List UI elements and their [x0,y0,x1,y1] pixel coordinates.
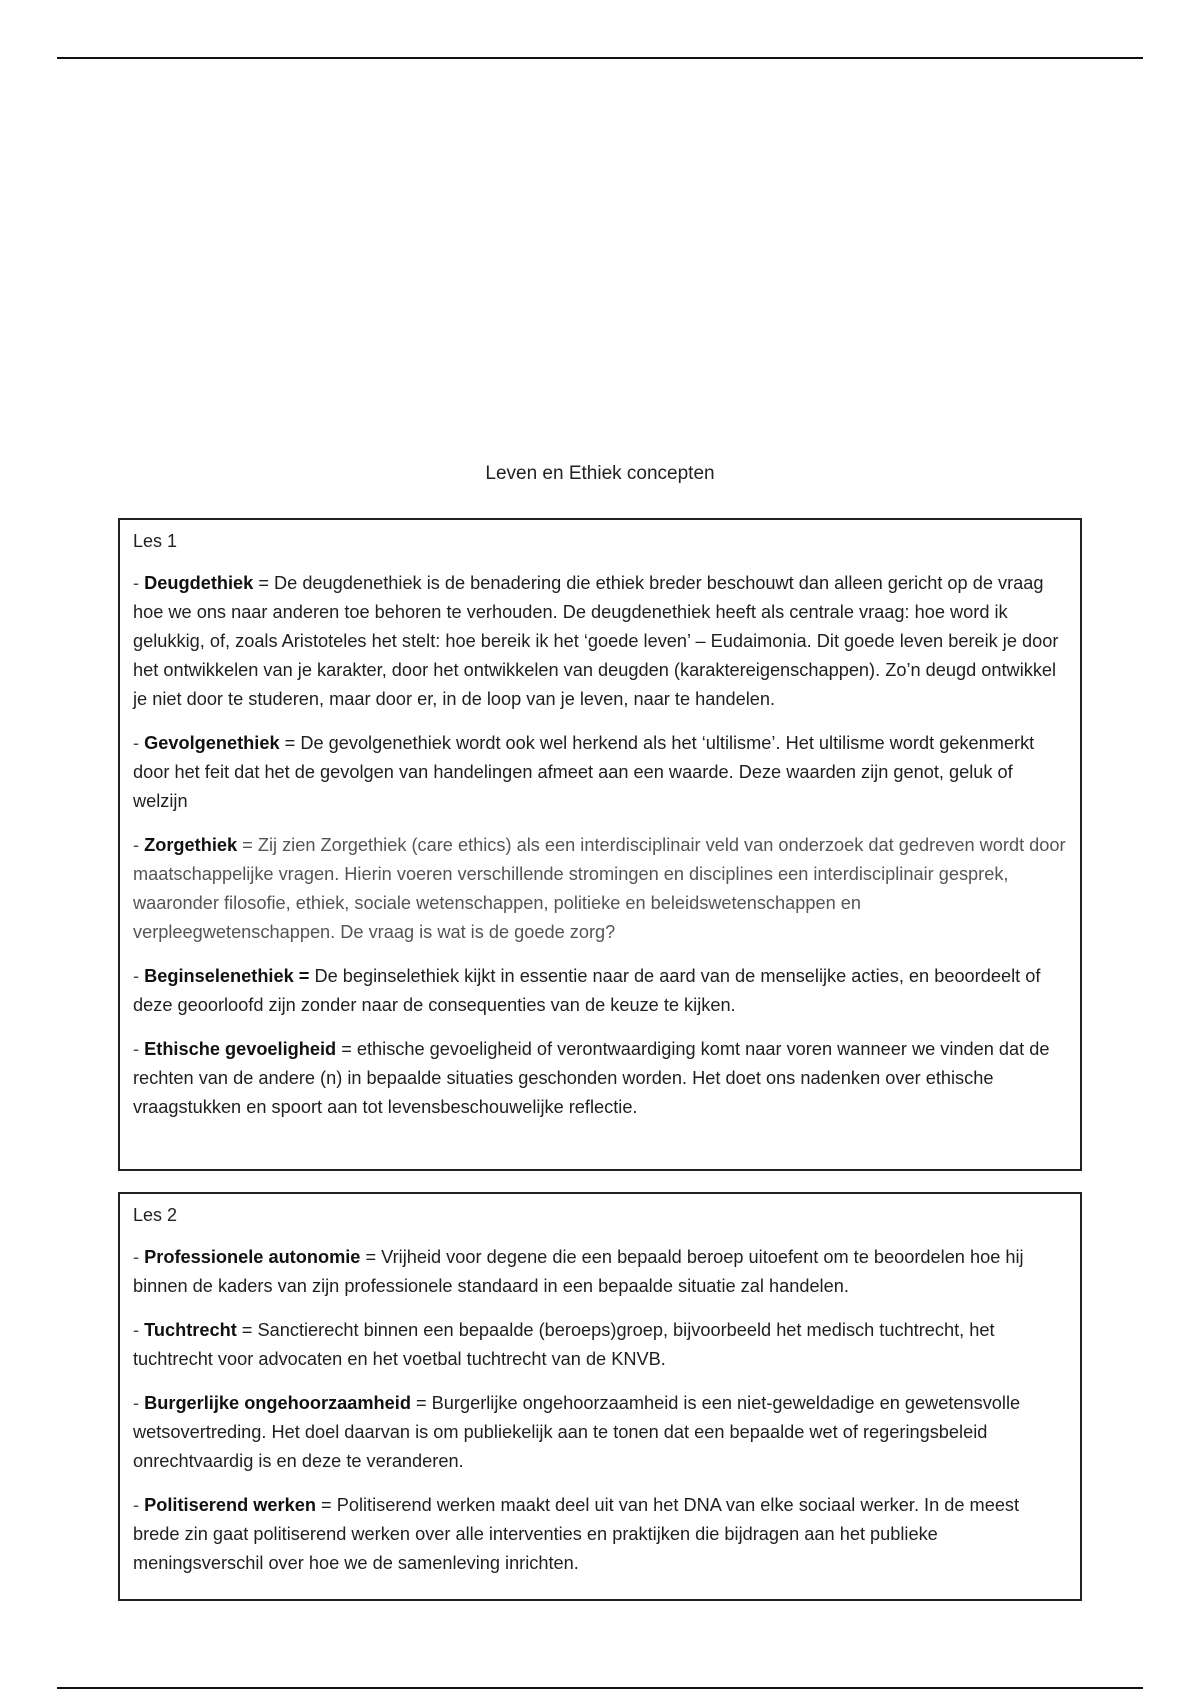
term: Beginselenethiek = [144,966,310,986]
definition-burgerlijke-ongehoorzaamheid: - Burgerlijke ongehoorzaamheid = Burgerlijke ongehoorzaamheid is een niet-geweldadige en gewetensvolle wetsovertreding. Het doel daarvan is om publiekelijk aan te tonen dat een bepaalde wet of regeringsbeleid onrechtvaardig is en deze te veranderen. [133,1393,1021,1471]
definition-ethische-gevoeligheid: - Ethische gevoeligheid = ethische gevoeligheid of verontwaardiging komt naar voren wanneer we vinden dat de rechten van de andere (n) in bepaalde situaties geschonden worden. Het doet ons nadenken over ethische vraagstukken en spoort aan tot levensbeschouwelijke reflectie. [133,1039,1050,1117]
definition-text: De gevolgenethiek wordt ook wel herkend als het ‘ultilisme’. Het ultilisme wordt gekenmerkt door het feit dat het de gevolgen van handelingen afmeet aan een waarde. Deze waarden zijn genot, geluk of welzijn [133,733,1035,811]
definition-text: Vrijheid voor degene die een bepaald beroep uitoefent om te beoordelen hoe hij binnen de kaders van zijn professionele standaard in een bepaalde situatie zal handelen. [133,1247,1024,1296]
top-rule [57,57,1143,59]
term: Gevolgenethiek [144,733,280,753]
section-les-2 [118,1192,1082,1601]
section-les-1 [118,518,1082,1171]
definition-text: Zij zien Zorgethiek (care ethics) als een interdisciplinair veld van onderzoek dat gedreven wordt door maatschappelijke vragen. Hierin voeren verschillende stromingen en disciplines een interdisciplinair gesprek, waaronder filosofie, ethiek, sociale wetenschappen, politieke en beleidswetenschappen en verpleegwetenschappen. De vraag is wat is de goede zorg? [133,835,1066,942]
definition-politiserend-werken: - Politiserend werken = Politiserend werken maakt deel uit van het DNA van elke sociaal werker. In de meest brede zin gaat politiserend werken over alle interventies en praktijken die bijdragen aan het publieke meningsverschil over hoe we de samenleving inrichten. [133,1495,1020,1573]
definition-text: ethische gevoeligheid of verontwaardiging komt naar voren wanneer we vinden dat de rechten van de andere (n) in bepaalde situaties geschonden worden. Het doet ons nadenken over ethische vraagstukken en spoort aan tot levensbeschouwelijke reflectie. [133,1039,1050,1117]
bottom-rule [57,1687,1143,1689]
definition-text: De beginselethiek kijkt in essentie naar de aard van de menselijke acties, en beoordeelt of deze geoorloofd zijn zonder naar de consequenties van de keuze te kijken. [133,966,1041,1015]
definition-text: Sanctierecht binnen een bepaalde (beroeps)groep, bijvoorbeeld het medisch tuchtrecht, het tuchtrecht voor advocaten en het voetbal tuchtrecht van de KNVB. [133,1320,995,1369]
definition-text: Burgerlijke ongehoorzaamheid is een niet-geweldadige en gewetensvolle wetsovertreding. Het doel daarvan is om publiekelijk aan te tonen dat een bepaalde wet of regeringsbeleid onrechtvaardig is en deze te veranderen. [133,1393,1021,1471]
term: Burgerlijke ongehoorzaamheid [144,1393,411,1413]
term: Deugdethiek [144,573,254,593]
definition-tuchtrecht: - Tuchtrecht = Sanctierecht binnen een bepaalde (beroeps)groep, bijvoorbeeld het medisch tuchtrecht, het tuchtrecht voor advocaten en het voetbal tuchtrecht van de KNVB. [133,1320,995,1369]
section-heading: Les 2 [133,1205,178,1225]
definition-beginselenethiek: - Beginselenethiek = De beginselethiek kijkt in essentie naar de aard van de menselijke acties, en beoordeelt of deze geoorloofd zijn zonder naar de consequenties van de keuze te kijken. [133,966,1041,1015]
term: Zorgethiek [144,835,238,855]
term: Politiserend werken [144,1495,316,1515]
definition-text: Politiserend werken maakt deel uit van het DNA van elke sociaal werker. In de meest brede zin gaat politiserend werken over alle interventies en praktijken die bijdragen aan het publieke meningsverschil over hoe we de samenleving inrichten. [133,1495,1020,1573]
definition-zorgethiek: - Zorgethiek = Zij zien Zorgethiek (care ethics) als een interdisciplinair veld van onderzoek dat gedreven wordt door maatschappelijke vragen. Hierin voeren verschillende stromingen en disciplines een interdisciplinair gesprek, waaronder filosofie, ethiek, sociale wetenschappen, politieke en beleidswetenschappen en verpleegwetenschappen. De vraag is wat is de goede zorg? [133,835,1066,942]
term: Tuchtrecht [144,1320,237,1340]
definition-deugdethiek: - Deugdethiek = De deugdenethiek is de benadering die ethiek breder beschouwt dan alleen gericht op de vraag hoe we ons naar anderen toe behoren te verhouden. De deugdenethiek heeft als centrale vraag: hoe word ik gelukkig, of, zoals Aristoteles het stelt: hoe bereik ik het ‘goede leven’ – Eudaimonia. Dit goede leven bereik je door het ontwikkelen van je karakter, door het ontwikkelen van deugden (karaktereigenschappen). Zo’n deugd ontwikkel je niet door te studeren, maar door er, in de loop van je leven, naar te handelen. [133,573,1059,709]
definition-gevolgenethiek: - Gevolgenethiek = De gevolgenethiek wordt ook wel herkend als het ‘ultilisme’. Het ultilisme wordt gekenmerkt door het feit dat het de gevolgen van handelingen afmeet aan een waarde. Deze waarden zijn genot, geluk of welzijn [133,733,1035,811]
definition-text: De deugdenethiek is de benadering die ethiek breder beschouwt dan alleen gericht op de vraag hoe we ons naar anderen toe behoren te verhouden. De deugdenethiek heeft als centrale vraag: hoe word ik gelukkig, of, zoals Aristoteles het stelt: hoe bereik ik het ‘goede leven’ – Eudaimonia. Dit goede leven bereik je door het ontwikkelen van je karakter, door het ontwikkelen van deugden (karaktereigenschappen). Zo’n deugd ontwikkel je niet door te studeren, maar door er, in de loop van je leven, naar te handelen. [133,573,1059,709]
term: Professionele autonomie [144,1247,361,1267]
definition-professionele-autonomie: - Professionele autonomie = Vrijheid voor degene die een bepaald beroep uitoefent om te beoordelen hoe hij binnen de kaders van zijn professionele standaard in een bepaalde situatie zal handelen. [133,1247,1024,1296]
term: Ethische gevoeligheid [144,1039,337,1059]
document-title: Leven en Ethiek concepten [485,463,715,484]
section-heading: Les 1 [133,531,178,551]
